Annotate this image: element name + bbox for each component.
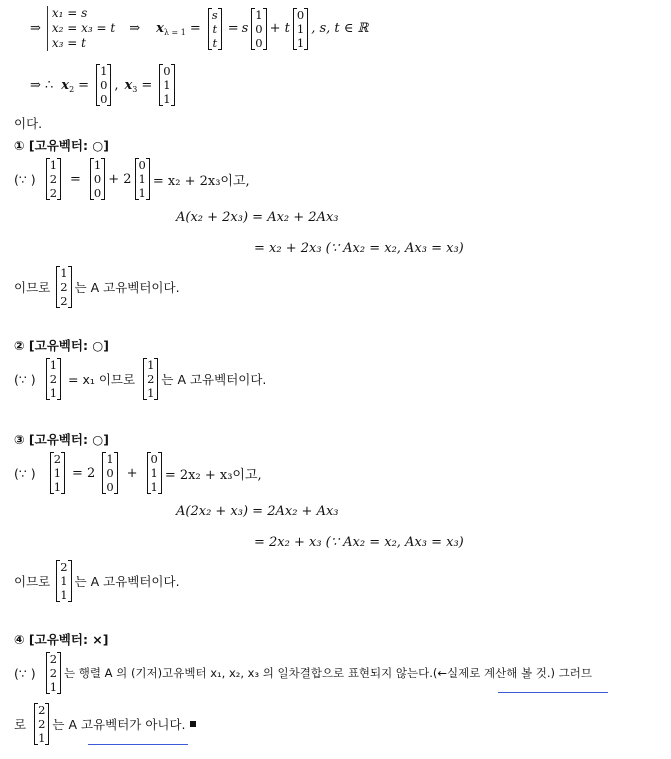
vector-122: 1 2 2 [46, 158, 61, 200]
coef-t: + t [269, 21, 290, 36]
section-3-eq2: A(2x₂ + x₃) = 2Ax₂ + Ax₃ [176, 504, 339, 519]
section-4-heading: ④ [고유벡터: ×] [14, 632, 109, 647]
section-1-eq3: = x₂ + 2x₃ (∵ Ax₂ = x₂, Ax₃ = x₃) [254, 241, 464, 256]
vector-011: 0 1 1 [293, 8, 308, 50]
section-4-line2: 로 2 2 1 는 A 고유벡터가 아니다. [14, 703, 196, 745]
equation-system: x₁ = s x₂ = x₃ = t x₃ = t [47, 6, 115, 51]
section-1-conclusion: 이므로 1 2 2 는 A 고유벡터이다. [14, 266, 180, 308]
x-lambda-label: x [156, 21, 164, 36]
section-3-heading: ③ [고유벡터: ○] [14, 432, 109, 447]
x2-vector: 1 0 0 [96, 64, 111, 106]
vector-121: 1 2 1 [46, 358, 61, 400]
section-1-eq1: (∵ ) 1 2 2 = 1 0 0 + 2 0 1 1 = x₂ + 2x₃이고, [14, 158, 250, 200]
coef-s: s [241, 21, 249, 36]
section-1-heading: ① [고유벡터: ○] [14, 138, 109, 153]
vector-221-b: 2 2 1 [34, 703, 49, 745]
x-lambda-sub: λ = 1 [163, 28, 186, 37]
implies-arrow-2: ⇒ [129, 21, 141, 36]
implies-arrow: ⇒ [30, 21, 41, 36]
conclusion-underline [88, 744, 188, 745]
section-3-eq3: = 2x₂ + x₃ (∵ Ax₂ = x₂, Ax₃ = x₃) [254, 535, 464, 550]
vector-100: 1 0 0 [251, 8, 266, 50]
domain-text: , s, t ∈ ℝ [311, 21, 369, 36]
vector-100: 1 0 0 [102, 452, 117, 494]
section-2-heading: ② [고유벡터: ○] [14, 338, 109, 353]
x3-vector: 0 1 1 [159, 64, 174, 106]
section-2-eq1: (∵ ) 1 2 1 = x₁ 이므로 1 2 1 는 A 고유벡터이다. [14, 358, 267, 400]
top-system-line: ⇒ x₁ = s x₂ = x₃ = t x₃ = t ⇒ x λ = 1 = s t t = s 1 0 0 + t 0 1 1 , s, t ∈ ℝ [30, 6, 369, 50]
section-4-line1: (∵ ) 2 2 1 는 행렬 A 의 (기저)고유벡터 x₁, x₂, x₃ 의 일차결합으로 표현되지 않는다.(←실제로 계산해 볼 것.) 그러므 [14, 652, 592, 694]
note-underline [498, 692, 608, 693]
vector-211: 2 1 1 [50, 452, 65, 494]
vector-011: 0 1 1 [135, 158, 150, 200]
vector-221: 2 2 1 [46, 652, 61, 694]
section-1-eq2: A(x₂ + 2x₃) = Ax₂ + 2Ax₃ [176, 210, 339, 225]
vector-stt: s t t [208, 8, 222, 50]
vector-011: 0 1 1 [147, 452, 162, 494]
section-3-eq1: (∵ ) 2 1 1 = 2 1 0 0 + 0 1 1 = 2x₂ + x₃이고, [14, 452, 262, 494]
vector-100: 1 0 0 [90, 158, 105, 200]
top-outro: 이다. [14, 116, 43, 131]
section-3-conclusion: 이므로 2 1 1 는 A 고유벡터이다. [14, 560, 180, 602]
top-basis-line: ⇒ ∴ x 2 = 1 0 0 , x 3 = 0 1 1 [30, 64, 178, 106]
therefore-text: ⇒ ∴ [30, 77, 54, 93]
qed-square-icon [190, 721, 196, 727]
